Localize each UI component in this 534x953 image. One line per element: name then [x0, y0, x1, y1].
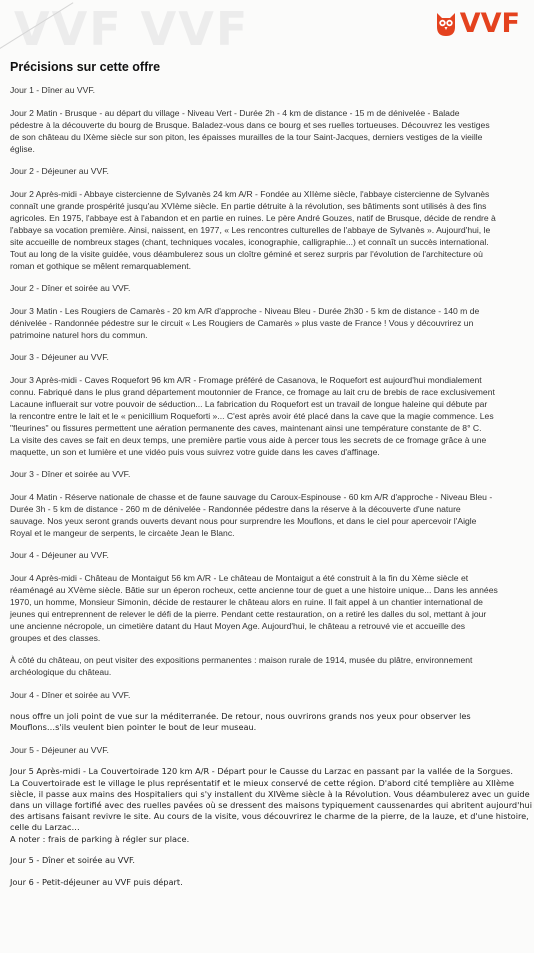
paragraph-line: Mouflons…s'ils veulent bien pointer le bout de leur museau. — [10, 722, 257, 733]
paragraph-line: maquette, un son et lumière et une vidéo puis vous suivrez votre guide dans les caves d'affinage. — [10, 446, 380, 457]
itinerary-paragraph — [10, 689, 524, 701]
paragraph-line: La visite des caves se fait en deux temps, une première partie vous aide à percer tous les secrets de ce fromage grâce à une — [10, 434, 487, 445]
paragraph-line: sauvage. Nos yeux seront grands ouverts devant nous pour surprendre les Mouflons, et dans le ciel pour apercevoir l'Aigle — [10, 515, 477, 526]
itinerary-paragraph — [10, 572, 524, 644]
itinerary-paragraph — [10, 188, 524, 272]
paragraph-line: siècle, il passe aux mains des Hospitaliers qui s'y installent du XIVème siècle à la Révolution. Vous déambulerez avec un guide — [10, 788, 530, 799]
page-title: Précisions sur cette offre — [10, 60, 161, 74]
paragraph-line: Jour 5 - Déjeuner au VVF. — [10, 744, 109, 755]
offer-details — [10, 84, 533, 899]
itinerary-paragraph — [10, 491, 524, 539]
itinerary-paragraph — [10, 107, 524, 155]
itinerary-paragraph — [10, 374, 524, 458]
paragraph-line: Royal et le mangeur de serpents, le circaète Jean le Blanc. — [10, 527, 235, 538]
paragraph-line: Jour 4 - Dîner et soirée au VVF. — [10, 689, 131, 700]
logo-text: VVF — [459, 8, 520, 39]
paragraph-line: Jour 2 Après-midi - Abbaye cistercienne de Sylvanès 24 km A/R - Fondée au XIIème siècle, l'abbaye cistercienne de Sylvanès — [10, 188, 490, 199]
itinerary-paragraph — [10, 744, 524, 756]
itinerary-paragraph — [10, 654, 524, 678]
paragraph-line: connaît une grande prospérité jusqu'au XVIème siècle. En partie détruite à la révolution, ses bâtiments sont utilisés à des fins — [10, 200, 487, 211]
paragraph-line: dans un village fortifié avec des ruelles pavées où se dressent des maisons typiquement caussenardes qui abritent aujourd'hui — [10, 800, 533, 811]
paragraph-line: Jour 1 - Dîner au VVF. — [10, 85, 96, 95]
paragraph-line: 1970, un homme, Monsieur Simonin, décide de restaurer le château alors en ruine. Il fait appel à un chantier international de — [10, 596, 483, 607]
itinerary-paragraph — [10, 549, 524, 561]
paragraph-line: roman et gothique se mêlent remarquablement. — [10, 260, 192, 271]
paragraph-line: Jour 4 - Déjeuner au VVF. — [10, 550, 109, 560]
paragraph-line: Jour 2 - Dîner et soirée au VVF. — [10, 283, 131, 293]
itinerary-paragraph — [10, 711, 524, 733]
itinerary-paragraph — [10, 165, 524, 177]
paragraph-line: À côté du château, on peut visiter des expositions permanentes : maison rurale de 1914, musée du plâtre, environnement — [10, 655, 473, 665]
paragraph-line: groupes et des classes. — [10, 632, 101, 643]
owl-icon — [435, 11, 457, 37]
paragraph-line: de son château du IXème siècle sur son piton, les épaisses murailles de la tour Saint-Jacques, derniers vestiges de la vieille — [10, 131, 483, 142]
paragraph-line: La Couvertoirade est le village le plus représentatif et le mieux conservé de cette région. D'abord cité templière au XIIème — [10, 777, 515, 788]
paragraph-line: "fleurines" ou fissures permettent une aération permanente des caves, maintenant ainsi une température constante de 8° C. — [10, 422, 482, 433]
itinerary-paragraph — [10, 351, 524, 363]
paragraph-line: dénivelée - Randonnée pédestre sur le circuit « Les Rougiers de Camarès » plus vaste de France ! Vous y découvrirez un — [10, 317, 474, 328]
vvf-logo — [435, 10, 520, 37]
paragraph-line: Jour 3 - Dîner et soirée au VVF. — [10, 469, 131, 479]
itinerary-paragraph — [10, 84, 524, 96]
paragraph-line: pédestre à la découverte du bourg de Brusque. Baladez-vous dans ce bourg et ses ruelles tortueuses. Découvrez les vestiges — [10, 119, 490, 130]
paragraph-line: archéologique du château. — [10, 667, 112, 677]
paragraph-line: Lacaune influerait sur votre pouvoir de séduction... La fabrication du Roquefort est un travail de longue haleine qui débute par — [10, 398, 488, 409]
paragraph-line: Jour 5 - Dîner et soirée au VVF. — [10, 855, 135, 866]
paragraph-line: agricoles. En 1975, l'abbaye est à l'abandon et en partie en ruines. Le père André Gouzes, natif de Brusque, décide de rendre à — [10, 212, 496, 223]
paragraph-line: Durée 3h - 5 km de distance - 260 m de dénivelée - Randonnée pédestre dans la réserve à la découverte d'une nature — [10, 503, 461, 514]
paragraph-line: A noter : frais de parking à régler sur place. — [10, 833, 190, 844]
paragraph-line: la rencontre entre le lait et le « penicillium Roqueforti »... C'est après avoir été placé dans la cave que la magie commence. Les — [10, 410, 494, 421]
paragraph-line: des artisans faisant revivre le site. Au cours de la visite, vous découvrirez le charme de la pierre, de la lauze, et d'une histoire, — [10, 811, 529, 822]
paragraph-line: église. — [10, 143, 35, 154]
paragraph-line: Jour 3 - Déjeuner au VVF. — [10, 352, 109, 362]
paragraph-line: réaménagé au XVème siècle. Bâtie sur un éperon rocheux, cette ancienne tour de guet a une histoire unique... Dans les années — [10, 584, 498, 595]
paragraph-line: Jour 3 Matin - Les Rougiers de Camarès - 20 km A/R d'approche - Niveau Bleu - Durée 2h30 - 5 km de distance - 140 m de — [10, 305, 480, 316]
itinerary-paragraph — [10, 766, 533, 844]
paragraph-line: Jour 5 Après-midi - La Couvertoirade 120 km A/R - Départ pour le Causse du Larzac en passant par la vallée de la Sorgues. — [10, 766, 514, 777]
paragraph-line: Jour 4 Après-midi - Château de Montaigut 56 km A/R - Le château de Montaigut a été construit à la fin du Xème siècle et — [10, 572, 469, 583]
paragraph-line: Jour 4 Matin - Réserve nationale de chasse et de faune sauvage du Caroux-Espinouse - 60 km A/R d'approche - Niveau Bleu - — [10, 491, 493, 502]
paragraph-line: celle du Larzac… — [10, 822, 80, 833]
paragraph-line: connu. Fabriqué dans le plus grand département moutonnier de France, ce fromage au lait cru de brebis de race exclusivement — [10, 386, 495, 397]
paragraph-line: nous offre un joli point de vue sur la méditerranée. De retour, nous ouvrirons grands nos yeux pour observer les — [10, 711, 471, 721]
watermark: VVF VVF — [14, 2, 250, 56]
paragraph-line: Jour 2 Matin - Brusque - au départ du village - Niveau Vert - Durée 2h - 4 km de distance - 15 m de dénivelée - Balade — [10, 107, 460, 118]
itinerary-paragraph — [10, 305, 524, 341]
itinerary-paragraph — [10, 855, 524, 866]
itinerary-paragraph — [10, 468, 524, 480]
paragraph-line: une ancienne nécropole, un cimetière datant du Haut Moyen Age. Aujourd'hui, le château a retrouvé vie et accueille des — [10, 620, 466, 631]
itinerary-paragraph — [10, 282, 524, 294]
paragraph-line: Jour 3 Après-midi - Caves Roquefort 96 km A/R - Fromage préféré de Casanova, le Roquefort est aujourd'hui mondialement — [10, 374, 482, 385]
paragraph-line: l'abbaye sa vocation première. Ainsi, naissent, en 1977, « Les rencontres culturelles de l'abbaye de Sylvanès ». Aujourd'hui, le — [10, 224, 491, 235]
paragraph-line: Jour 6 - Petit-déjeuner au VVF puis départ. — [10, 877, 183, 888]
paragraph-line: Jour 2 - Déjeuner au VVF. — [10, 166, 109, 176]
paragraph-line: patrimoine naturel hors du commun. — [10, 329, 148, 340]
itinerary-paragraph — [10, 877, 524, 888]
paragraph-line: jeunes qui entreprennent de relever le défi de la pierre. Pendant cette restauration, on a retiré les dalles du sol, mettant à jour — [10, 608, 487, 619]
paragraph-line: site accueille de nombreux stages (chant, techniques vocales, iconographie, calligraphie...) et connaît un succès international. — [10, 236, 489, 247]
paragraph-line: Tout au long de la visite guidée, vous déambulerez sous un cloître géminé et serez surpris par l'évolution de l'architecture où — [10, 248, 483, 259]
